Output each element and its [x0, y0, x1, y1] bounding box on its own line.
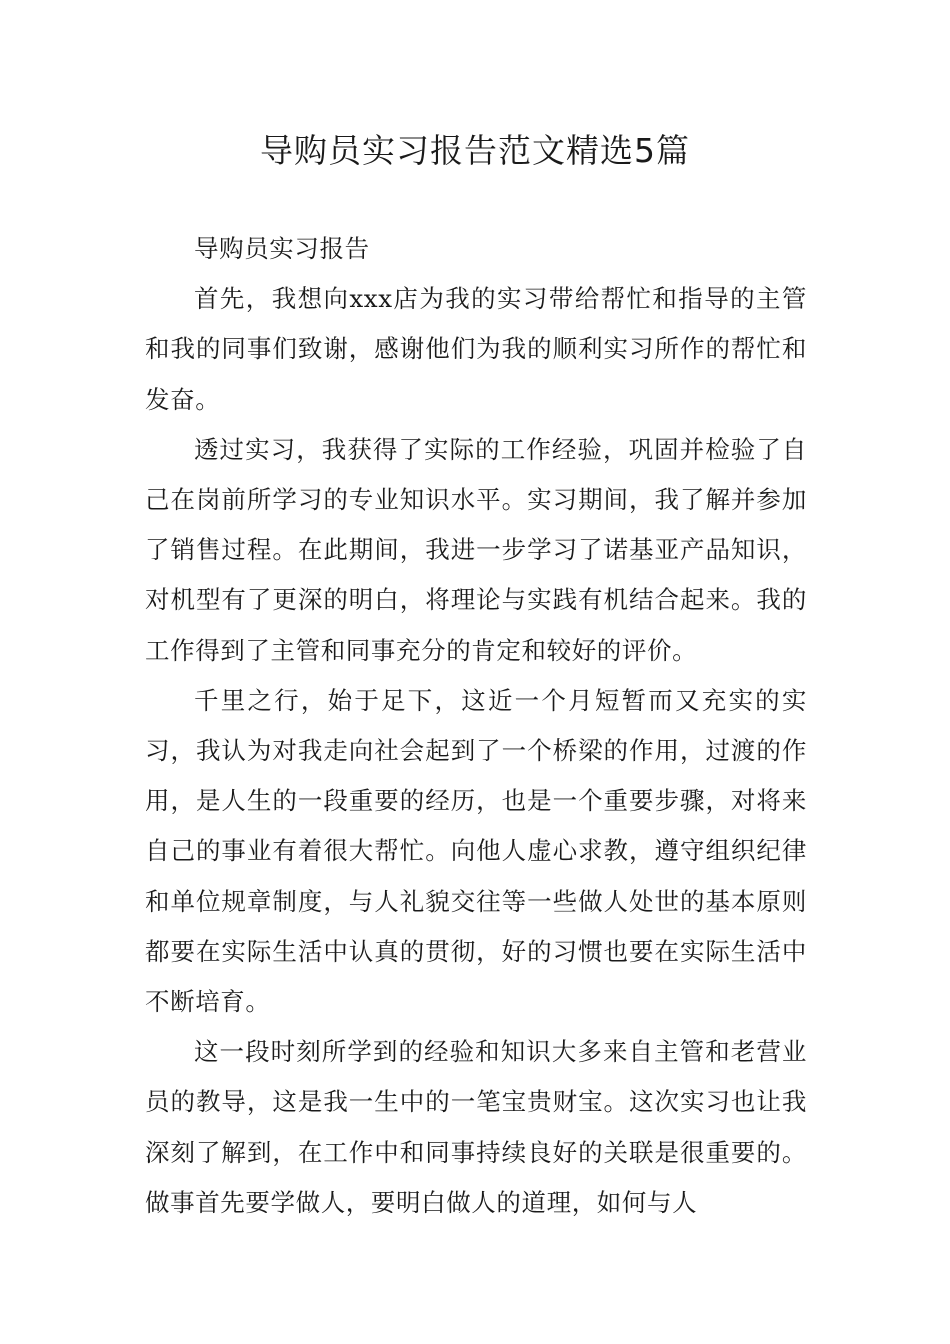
section-heading: 导购员实习报告	[194, 234, 370, 263]
paragraph-1: 首先，我想向xxx店为我的实习带给帮忙和指导的主管和我的同事们致谢，感谢他们为我的顺利实习所作的帮忙和发奋。	[145, 284, 807, 414]
paragraph-3: 千里之行，始于足下，这近一个月短暂而又充实的实习，我认为对我走向社会起到了一个桥梁的作用，过渡的作用，是人生的一段重要的经历，也是一个重要步骤，对将来自己的事业有着很大帮忙。向他人虚心求教，遵守组织纪律和单位规章制度，与人礼貌交往等一些做人处世的基本原则都要在实际生活中认真的贯彻，好的习惯也要在实际生活中不断培育。	[145, 685, 807, 1017]
paragraph-2: 透过实习，我获得了实际的工作经验，巩固并检验了自己在岗前所学习的专业知识水平。实习期间，我了解并参加了销售过程。在此期间，我进一步学习了诺基亚产品知识，对机型有了更深的明白，将理论与实践有机结合起来。我的工作得到了主管和同事充分的肯定和较好的评价。	[145, 434, 807, 665]
paragraph-4: 这一段时刻所学到的经验和知识大多来自主管和老营业员的教导，这是我一生中的一笔宝贵财宝。这次实习也让我深刻了解到，在工作中和同事持续良好的关联是很重要的。做事首先要学做人，要明白做人的道理，如何与人	[145, 1037, 807, 1217]
document-title: 导购员实习报告范文精选5篇	[260, 131, 690, 170]
document-body	[145, 224, 807, 1228]
